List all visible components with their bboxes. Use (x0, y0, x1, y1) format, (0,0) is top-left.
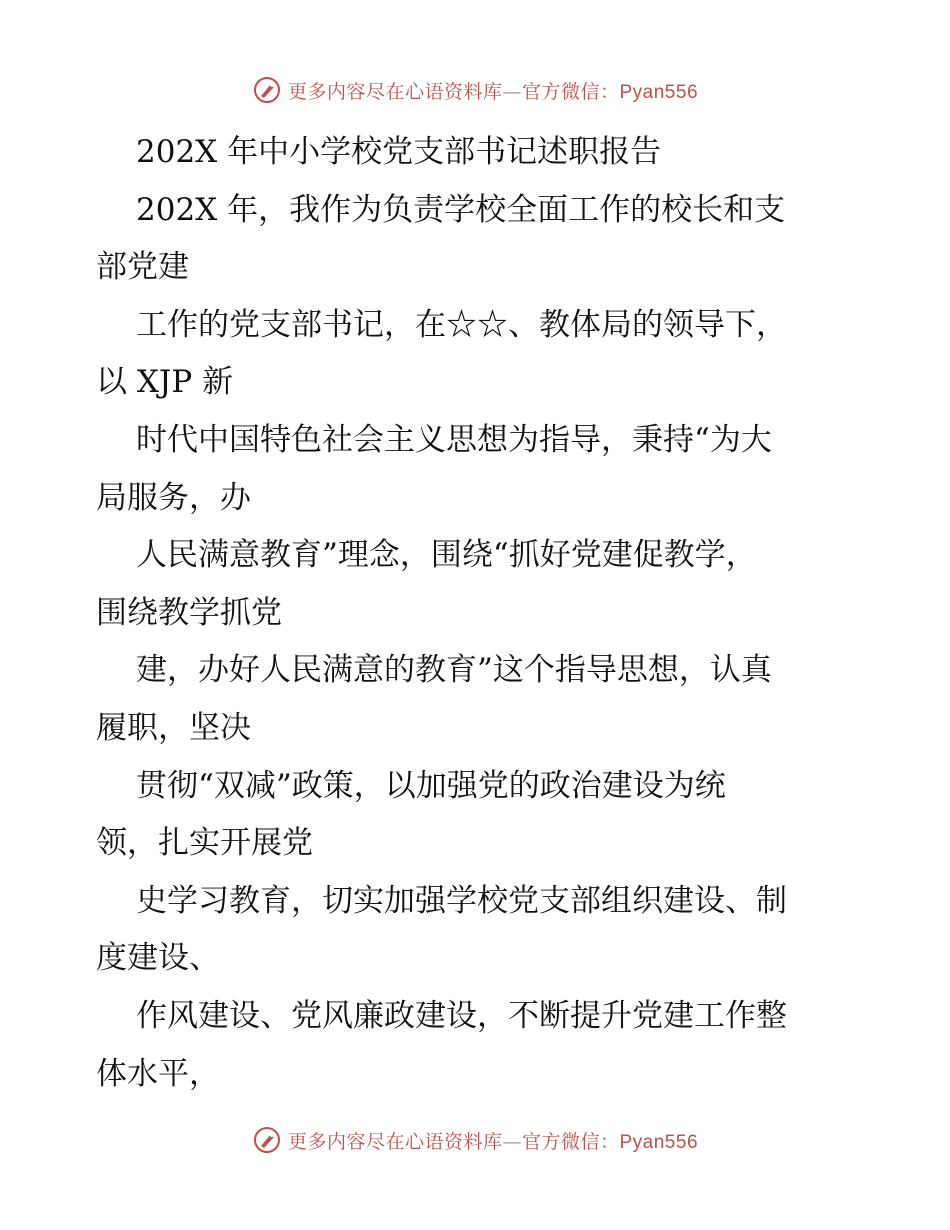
paragraph-line: 人民满意教育”理念，围绕“抓好党建促教学， (136, 537, 757, 574)
banner-separator: — (502, 1130, 522, 1153)
banner-wechat-label: 官方微信： (521, 80, 620, 103)
banner-separator: — (502, 80, 522, 103)
banner-main-text: 更多内容尽在心语资料库 (287, 1130, 503, 1153)
paragraph-line: 以 XJP 新 (96, 364, 234, 401)
paragraph-line: 局服务，办 (96, 479, 251, 516)
pen-nib-circle-icon (252, 1125, 282, 1155)
paragraph-line: 贯彻“双减”政策，以加强党的政治建设为统 (136, 767, 726, 804)
paragraph-line: 领，扎实开展党 (96, 825, 313, 862)
pen-nib-circle-icon (252, 75, 282, 105)
banner-wechat-label: 官方微信： (521, 1130, 620, 1153)
paragraph-line: 履职，坚决 (96, 709, 251, 746)
banner-text (288, 77, 698, 104)
paragraph-line: 工作的党支部书记，在☆☆、教体局的领导下， (136, 306, 787, 343)
paragraph-line: 史学习教育，切实加强学校党支部组织建设、制 (136, 882, 787, 919)
banner-text (288, 1127, 698, 1154)
banner-main-text: 更多内容尽在心语资料库 (287, 80, 503, 103)
paragraph-line: 作风建设、党风廉政建设，不断提升党建工作整 (136, 997, 787, 1034)
paragraph-line: 体水平， (96, 1055, 220, 1092)
paragraph-line: 202X 年，我作为负责学校全面工作的校长和支 (136, 191, 786, 228)
paragraph-line: 部党建 (96, 249, 189, 286)
banner-wechat-id: Pyan556 (619, 1131, 699, 1153)
paragraph-line: 时代中国特色社会主义思想为指导，秉持“为大 (136, 421, 772, 458)
paragraph-line: 建，办好人民满意的教育”这个指导思想，认真 (136, 652, 772, 689)
banner-wechat-id: Pyan556 (619, 81, 699, 103)
paragraph-line: 围绕教学抓党 (96, 594, 282, 631)
footer-watermark-banner (0, 1120, 950, 1160)
document-title: 202X 年中小学校党支部书记述职报告 (136, 134, 662, 170)
header-watermark-banner (0, 70, 950, 110)
document-body (96, 124, 856, 1103)
paragraph-line: 度建设、 (96, 940, 220, 977)
